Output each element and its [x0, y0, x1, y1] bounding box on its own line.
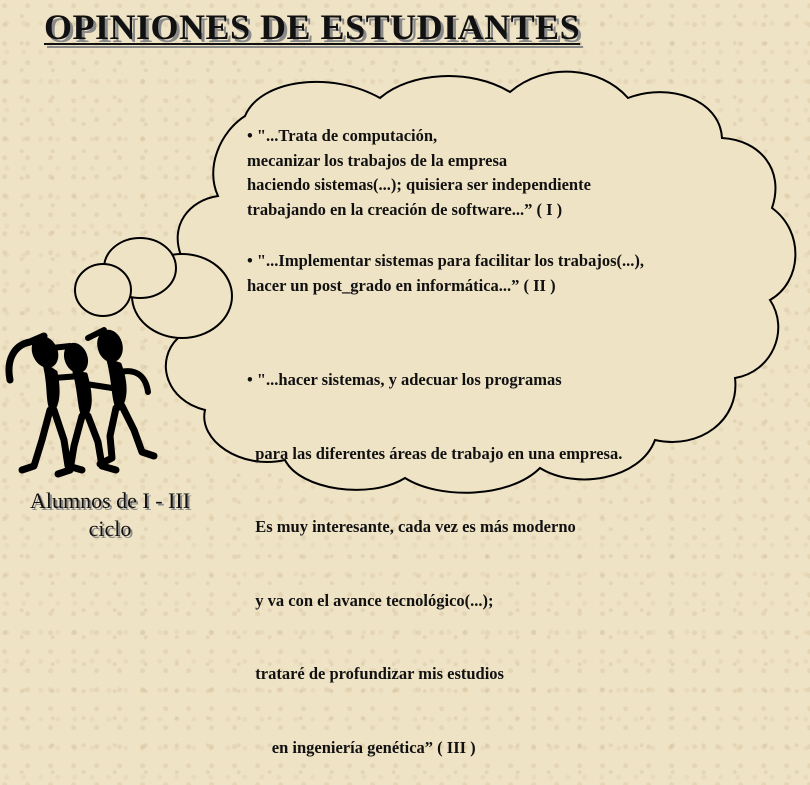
quote-line: para las diferentes áreas de trabajo en una empresa.: [247, 443, 623, 463]
quote-line: trabajando en la creación de software...” ( I ): [247, 199, 563, 219]
quote-line: haciendo sistemas(...); quisiera ser independiente: [247, 175, 591, 194]
caption-line-2: ciclo: [88, 516, 132, 541]
student-quote-3: [247, 319, 622, 785]
quote-line: hacer un post_grado en informática...” ( II ): [247, 275, 556, 295]
student-quote-1: [247, 124, 591, 222]
student-quote-2: [247, 249, 644, 298]
quote-line: • "...Trata de computación,: [247, 126, 438, 145]
quote-line: • "...Implementar sistemas para facilitar los trabajos(...),: [247, 251, 644, 270]
quote-line: • "...hacer sistemas, y adecuar los programas: [247, 370, 562, 389]
page-title: OPINIONES DE ESTUDIANTES: [44, 7, 581, 47]
caption-line-1: Alumnos de I - III: [29, 488, 191, 513]
quote-line: Es muy interesante, cada vez es más moderno: [247, 517, 576, 536]
quote-line: trataré de profundizar mis estudios: [247, 664, 504, 683]
students-figures-icon: [9, 327, 154, 474]
quote-line: y va con el avance tecnológico(...);: [247, 590, 494, 610]
quote-line: mecanizar los trabajos de la empresa: [247, 150, 508, 170]
figures-caption: [14, 487, 206, 543]
quote-line: en ingeniería genética” ( III ): [247, 737, 476, 757]
